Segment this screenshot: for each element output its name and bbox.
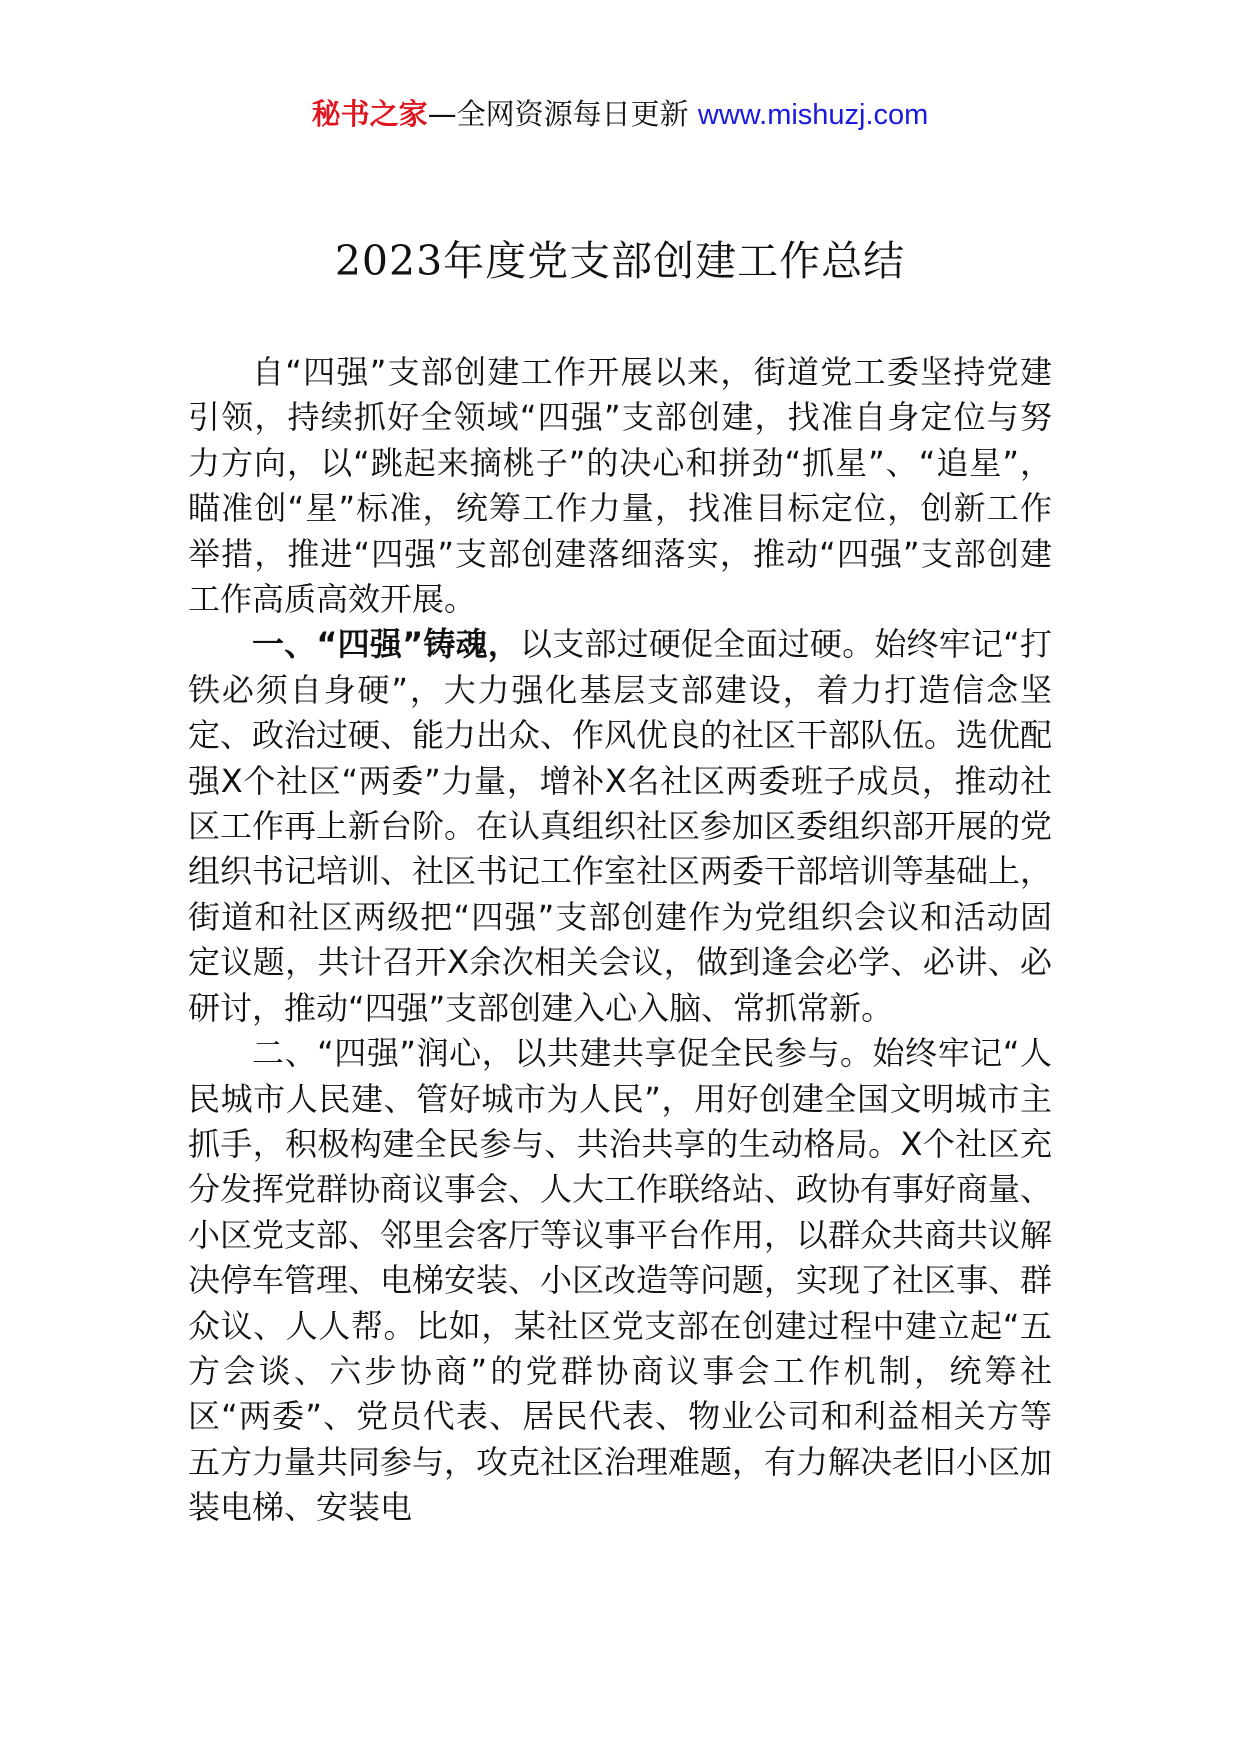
- paragraph-text: 以支部过硬促全面过硬。始终牢记“打铁必须自身硬”，大力强化基层支部建设，着力打造信念坚定、政治过硬、能力出众、作风优良的社区干部队伍。选优配强X个社区“两委”力量，增补X名社区两委班子成员，推动社区工作再上新台阶。在认真组织社区参加区委组织部开展的党组织书记培训、社区书记工作室社区两委干部培训等基础上，街道和社区两级把“四强”支部创建作为党组织会议和活动固定议题，共计召开X余次相关会议，做到逢会必学、必讲、必研讨，推动“四强”支部创建入心入脑、常抓常新。: [188, 625, 1053, 1027]
- paragraph-text: 自“四强”支部创建工作开展以来，街道党工委坚持党建引领，持续抓好全领域“四强”支部创建，找准自身定位与努力方向，以“跳起来摘桃子”的决心和拼劲“抓星”、“追星”，瞄准创“星”标准，统筹工作力量，找准目标定位，创新工作举措，推进“四强”支部创建落细落实，推动“四强”支部创建工作高质高效开展。: [188, 353, 1052, 619]
- paragraph-intro: [188, 350, 1052, 622]
- paragraph-text: 二、“四强”润心，以共建共享促全民参与。始终牢记“人民城市人民建、管好城市为人民”，用好创建全国文明城市主抓手，积极构建全民参与、共治共享的生动格局。X个社区充分发挥党群协商议事会、人大工作联络站、政协有事好商量、小区党支部、邻里会客厅等议事平台作用，以群众共商共议解决停车管理、电梯安装、小区改造等问题，实现了社区事、群众议、人人帮。比如，某社区党支部在创建过程中建立起“五方会谈、六步协商”的党群协商议事会工作机制，统筹社区“两委”、党员代表、居民代表、物业公司和利益相关方等五方力量共同参与，攻克社区治理难题，有力解决老旧小区加装电梯、安装电: [188, 1034, 1053, 1527]
- paragraph-section-one: [188, 622, 1052, 1031]
- document-title: 2023年度党支部创建工作总结: [334, 237, 906, 285]
- paragraph-section-two: [188, 1031, 1052, 1530]
- site-brand: 秘书之家: [311, 97, 428, 131]
- document-body: [188, 350, 1052, 1531]
- section-one-heading: 一、“四强”铸魂，: [252, 625, 520, 664]
- site-header: [0, 94, 1240, 135]
- site-slogan: —全网资源每日更新: [427, 97, 689, 131]
- site-url-link[interactable]: www.mishuzj.com: [697, 99, 929, 131]
